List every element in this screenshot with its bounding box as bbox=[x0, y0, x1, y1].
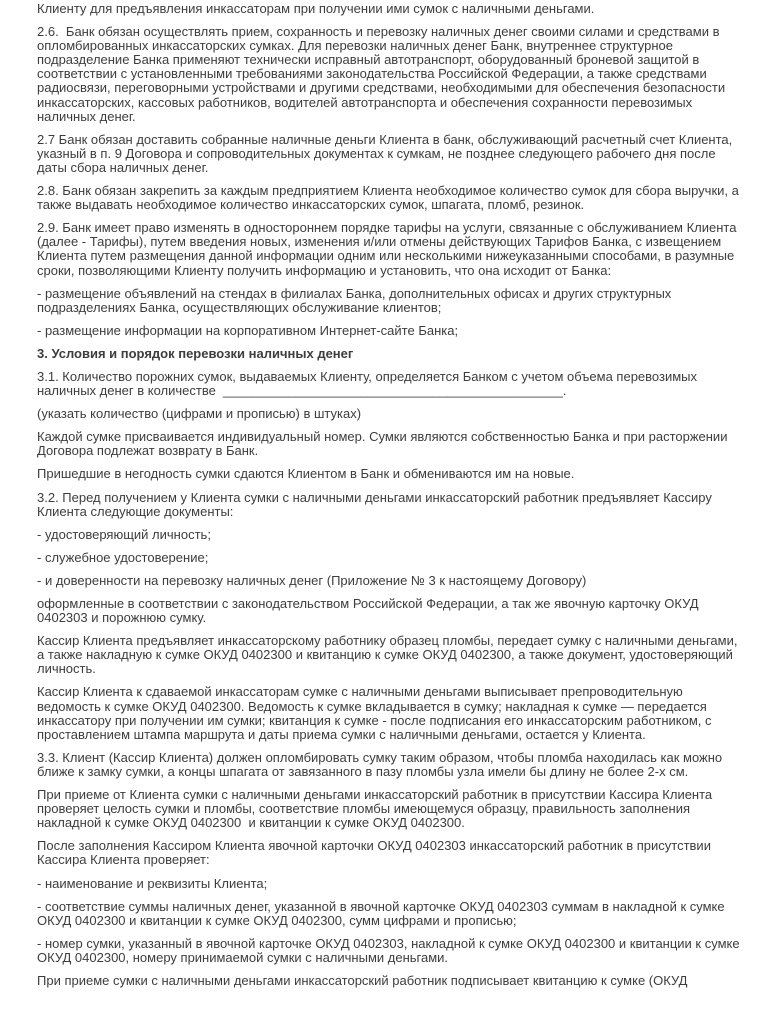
list-item-dash: - размещение информации на корпоративном Интернет-сайте Банка; bbox=[37, 322, 459, 338]
list-item-dash: - номер сумки, указанный в явочной карточке ОКУД 0402303, накладной к сумке ОКУД 0402300 и квитанции к сумке ОКУД 0402300, номеру принимаемой сумки с наличными деньгами. bbox=[37, 935, 744, 965]
paragraph: (указать количество (цифрами и прописью) в штуках) bbox=[37, 406, 362, 422]
paragraph: 2.8. Банк обязан закрепить за каждым предприятием Клиента необходимое количество сумок для сбора выручки, а также выдавать необходимое количество инкассаторских сумок, шпагата, пломб, резинок. bbox=[37, 183, 743, 213]
list-item-dash: - соответствие суммы наличных денег, указанной в явочной карточке ОКУД 0402303 суммам в накладной к сумке ОКУД 0402300 и квитанции к сумке ОКУД 0402300, сумм цифрами и прописью; bbox=[37, 898, 729, 928]
paragraph: 2.7 Банк обязан доставить собранные наличные деньги Клиента в банк, обслуживающий расчетный счет Клиента, указный в п. 9 Договора и сопроводительных документах к сумкам, не позднее следующего рабочего дня после даты сбора наличных денег. bbox=[37, 131, 736, 175]
list-item-dash: - наименование и реквизиты Клиента; bbox=[37, 875, 268, 891]
paragraph: Клиенту для предъявления инкассаторам при получении ими сумок с наличными деньгами. bbox=[37, 1, 595, 16]
section-heading: 3. Условия и порядок перевозки наличных денег bbox=[37, 345, 354, 361]
paragraph: Кассир Клиента к сдаваемой инкассаторам сумке с наличными деньгами выписывает препроводительную ведомость к сумке ОКУД 0402300. Ведомость к сумке вкладывается в сумку; накладная к сумке — передается инкассатору при получении им сумки; квитанция к сумке - после подписания его инкассаторским работником, с проставлением штампа маршрута и даты приема сумки с наличными деньгами, остается у Клиента. bbox=[37, 684, 716, 742]
paragraph: Пришедшие в негодность сумки сдаются Клиентом в Банк и обмениваются им на новые. bbox=[37, 466, 575, 482]
paragraph: 2.9. Банк имеет право изменять в одностороннем порядке тарифы на услуги, связанные с обслуживанием Клиента (далее - Тарифы), путем введения новых, изменения и/или отмены действующих Тарифов Банка, с извещением Клиента путем размещения данной информации одним или несколькими нижеуказанными способами, в разумные сроки, позволяющими Клиенту получить информацию и установить, что она исходит от Банка: bbox=[37, 220, 741, 278]
list-item-dash: - служебное удостоверение; bbox=[37, 549, 209, 565]
paragraph: Кассир Клиента предъявляет инкассаторскому работнику образец пломбы, передает сумку с наличными деньгами, а также накладную к сумке ОКУД 0402300 и квитанцию к сумке ОКУД 0402300, а также документ, удостоверяющий личность. bbox=[37, 633, 742, 677]
paragraph: 3.2. Перед получением у Клиента сумки с наличными деньгами инкассаторский работник предъявляет Кассиру Клиента следующие документы: bbox=[37, 489, 716, 519]
list-item-dash: - и доверенности на перевозку наличных денег (Приложение № 3 к настоящему Договору) bbox=[37, 572, 587, 588]
paragraph: оформленные в соответствии с законодательством Российской Федерации, а так же явочную карточку ОКУД 0402303 и порожнюю сумку. bbox=[37, 596, 703, 626]
paragraph-with-blank-field: 3.1. Количество порожних сумок, выдаваемых Клиенту, определяется Банком с учетом объема перевозимых наличных денег в количестве _______________________________________________. bbox=[37, 368, 701, 399]
paragraph: При приеме сумки с наличными деньгами инкассаторский работник подписывает квитанцию к сумке (ОКУД bbox=[37, 972, 688, 988]
list-item-dash: - удостоверяющий личность; bbox=[37, 526, 211, 542]
paragraph: При приеме от Клиента сумки с наличными деньгами инкассаторский работник в присутствии Кассира Клиента проверяет целость сумки и пломбы, соответствие пломбы имеющемуся образцу, правильность заполнения накладной к сумке ОКУД 0402300 и квитанции к сумке ОКУД 0402300. bbox=[37, 787, 716, 831]
paragraph: 2.6. Банк обязан осуществлять прием, сохранность и перевозку наличных денег своими силами и средствами в опломбированных инкассаторских сумках. Для перевозки наличных денег Банк, внутреннее структурное подразделение Банка применяют технически исправный автотранспорт, оборудованный броневой защитой в соответствии с установленными требованиями законодательства Российской Федерации, а также средствами радиосвязи, переговорными устройствами и другими средствами, необходимыми для обеспечения безопасности инкассаторских, кассовых работников, водителей автотранспорта и обеспечения сохранности перевозимых наличных денег. bbox=[37, 24, 729, 124]
paragraph: Каждой сумке присваивается индивидуальный номер. Сумки являются собственностью Банка и при расторжении Договора подлежат возврату в Банк. bbox=[37, 429, 732, 459]
list-item-dash: - размещение объявлений на стендах в филиалах Банка, дополнительных офисах и других структурных подразделениях Банка, осуществляющих обслуживание клиентов; bbox=[37, 285, 675, 315]
paragraph: 3.3. Клиент (Кассир Клиента) должен опломбировать сумку таким образом, чтобы пломба находилась как можно ближе к замку сумки, а концы шпагата от завязанного в пазу пломбы узла имели бы длину не более 2-х см. bbox=[37, 749, 726, 779]
paragraph: После заполнения Кассиром Клиента явочной карточки ОКУД 0402303 инкассаторский работник в присутствии Кассира Клиента проверяет: bbox=[37, 838, 715, 868]
